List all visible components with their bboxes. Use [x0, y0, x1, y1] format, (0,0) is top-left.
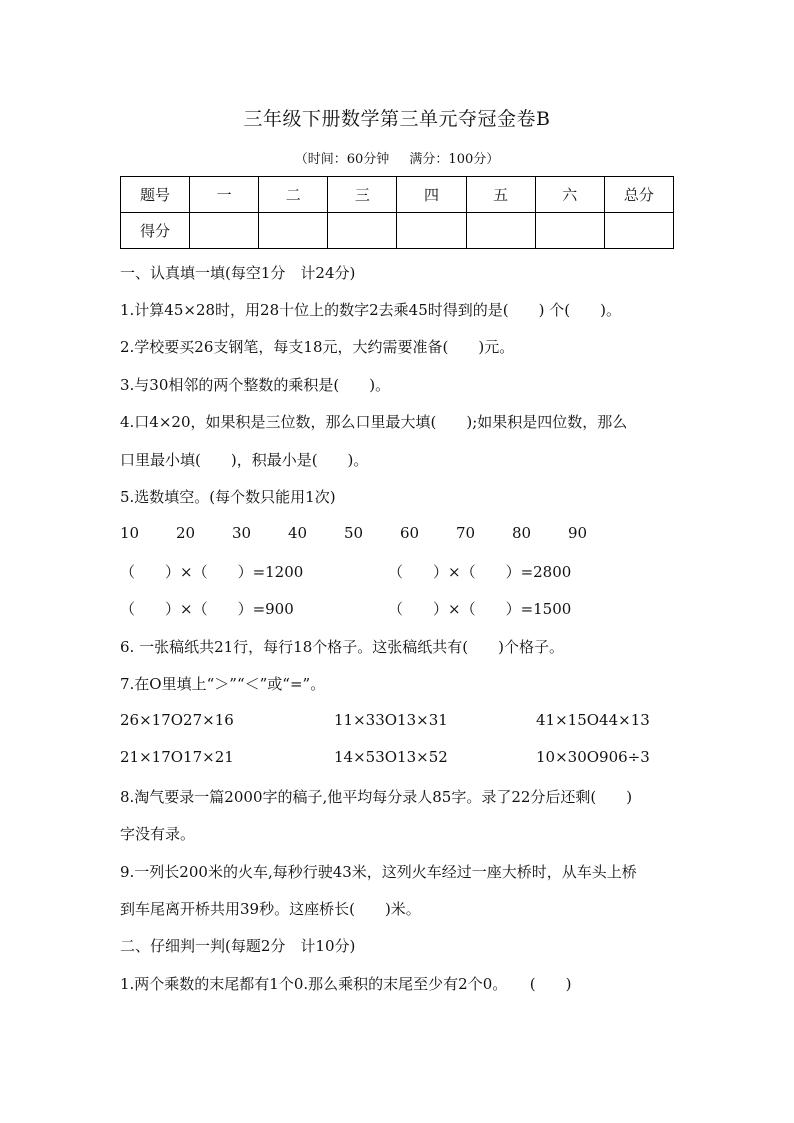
score-cell-1[interactable] — [190, 213, 259, 249]
number-option: 70 — [456, 524, 476, 542]
header-cell-1: 一 — [190, 177, 259, 213]
compare-item: 11×33O13×31 — [334, 711, 448, 729]
header-cell-2: 二 — [259, 177, 328, 213]
header-cell-5: 五 — [466, 177, 535, 213]
header-cell-total: 总分 — [604, 177, 673, 213]
equation-blank: （ ）×（ ）=900 — [120, 600, 294, 618]
compare-item: 26×17O27×16 — [120, 711, 234, 729]
score-cell-2[interactable] — [259, 213, 328, 249]
exam-subtitle — [0, 148, 794, 167]
number-option: 60 — [400, 524, 420, 542]
judgement-1: 1.两个乘数的末尾都有1个0.那么乘积的末尾至少有2个0。 ( ) — [120, 975, 572, 993]
header-cell-4: 四 — [397, 177, 466, 213]
page-title: 三年级下册数学第三单元夺冠金卷B — [243, 108, 551, 130]
score-cell-3[interactable] — [328, 213, 397, 249]
equation-blank: （ ）×（ ）=1500 — [388, 600, 572, 618]
row-label-score: 得分 — [121, 213, 190, 249]
score-cell-5[interactable] — [466, 213, 535, 249]
question-3: 3.与30相邻的两个整数的乘积是( )。 — [120, 376, 391, 394]
question-2: 2.学校要买26支钢笔，每支18元，大约需要准备( )元。 — [120, 338, 515, 356]
number-option: 30 — [232, 524, 252, 542]
number-option: 20 — [176, 524, 196, 542]
number-option: 90 — [568, 524, 588, 542]
number-option: 80 — [512, 524, 532, 542]
score-table — [120, 176, 674, 249]
equation-blank: （ ）×（ ）=2800 — [388, 563, 572, 581]
full-score: 满分：100分） — [409, 152, 500, 167]
question-4-line-2: 口里最小填( )，积最小是( )。 — [120, 451, 369, 469]
score-cell-6[interactable] — [535, 213, 604, 249]
header-cell-6: 六 — [535, 177, 604, 213]
time-limit: （时间：60分钟 — [294, 152, 390, 167]
header-cell-question-no: 题号 — [121, 177, 190, 213]
compare-item: 21×17O17×21 — [120, 748, 234, 766]
question-4-line-1: 4.口4×20，如果积是三位数，那么口里最大填( );如果积是四位数，那么 — [120, 413, 628, 431]
section-one-heading: 一、认真填一填(每空1分 计24分) — [120, 264, 356, 282]
number-option: 50 — [344, 524, 364, 542]
question-6: 6. 一张稿纸共21行，每行18个格子。这张稿纸共有( )个格子。 — [120, 638, 564, 656]
compare-item: 41×15O44×13 — [536, 711, 650, 729]
question-7: 7.在O里填上“＞”“＜”或“=”。 — [120, 675, 326, 693]
question-9-line-2: 到车尾离开桥共用39秒。这座桥长( )米。 — [120, 900, 421, 918]
score-table-score-row — [121, 213, 674, 249]
question-5: 5.选数填空。(每个数只能用1次) — [120, 488, 336, 506]
question-8-line-2: 字没有录。 — [120, 825, 196, 843]
question-1: 1.计算45×28时，用28十位上的数字2去乘45时得到的是( ) 个( )。 — [120, 301, 621, 319]
header-cell-3: 三 — [328, 177, 397, 213]
score-cell-total[interactable] — [604, 213, 673, 249]
equation-blank: （ ）×（ ）=1200 — [120, 563, 304, 581]
number-option: 10 — [120, 524, 140, 542]
score-cell-4[interactable] — [397, 213, 466, 249]
question-8-line-1: 8.淘气要录一篇2000字的稿子,他平均每分录人85字。录了22分后还剩( ) — [120, 788, 633, 806]
compare-item: 10×30O906÷3 — [536, 748, 650, 766]
score-table-header-row — [121, 177, 674, 213]
compare-item: 14×53O13×52 — [334, 748, 448, 766]
question-9-line-1: 9.一列长200米的火车,每秒行驶43米，这列火车经过一座大桥时，从车头上桥 — [120, 863, 637, 881]
number-option: 40 — [288, 524, 308, 542]
section-two-heading: 二、仔细判一判(每题2分 计10分) — [120, 937, 356, 955]
